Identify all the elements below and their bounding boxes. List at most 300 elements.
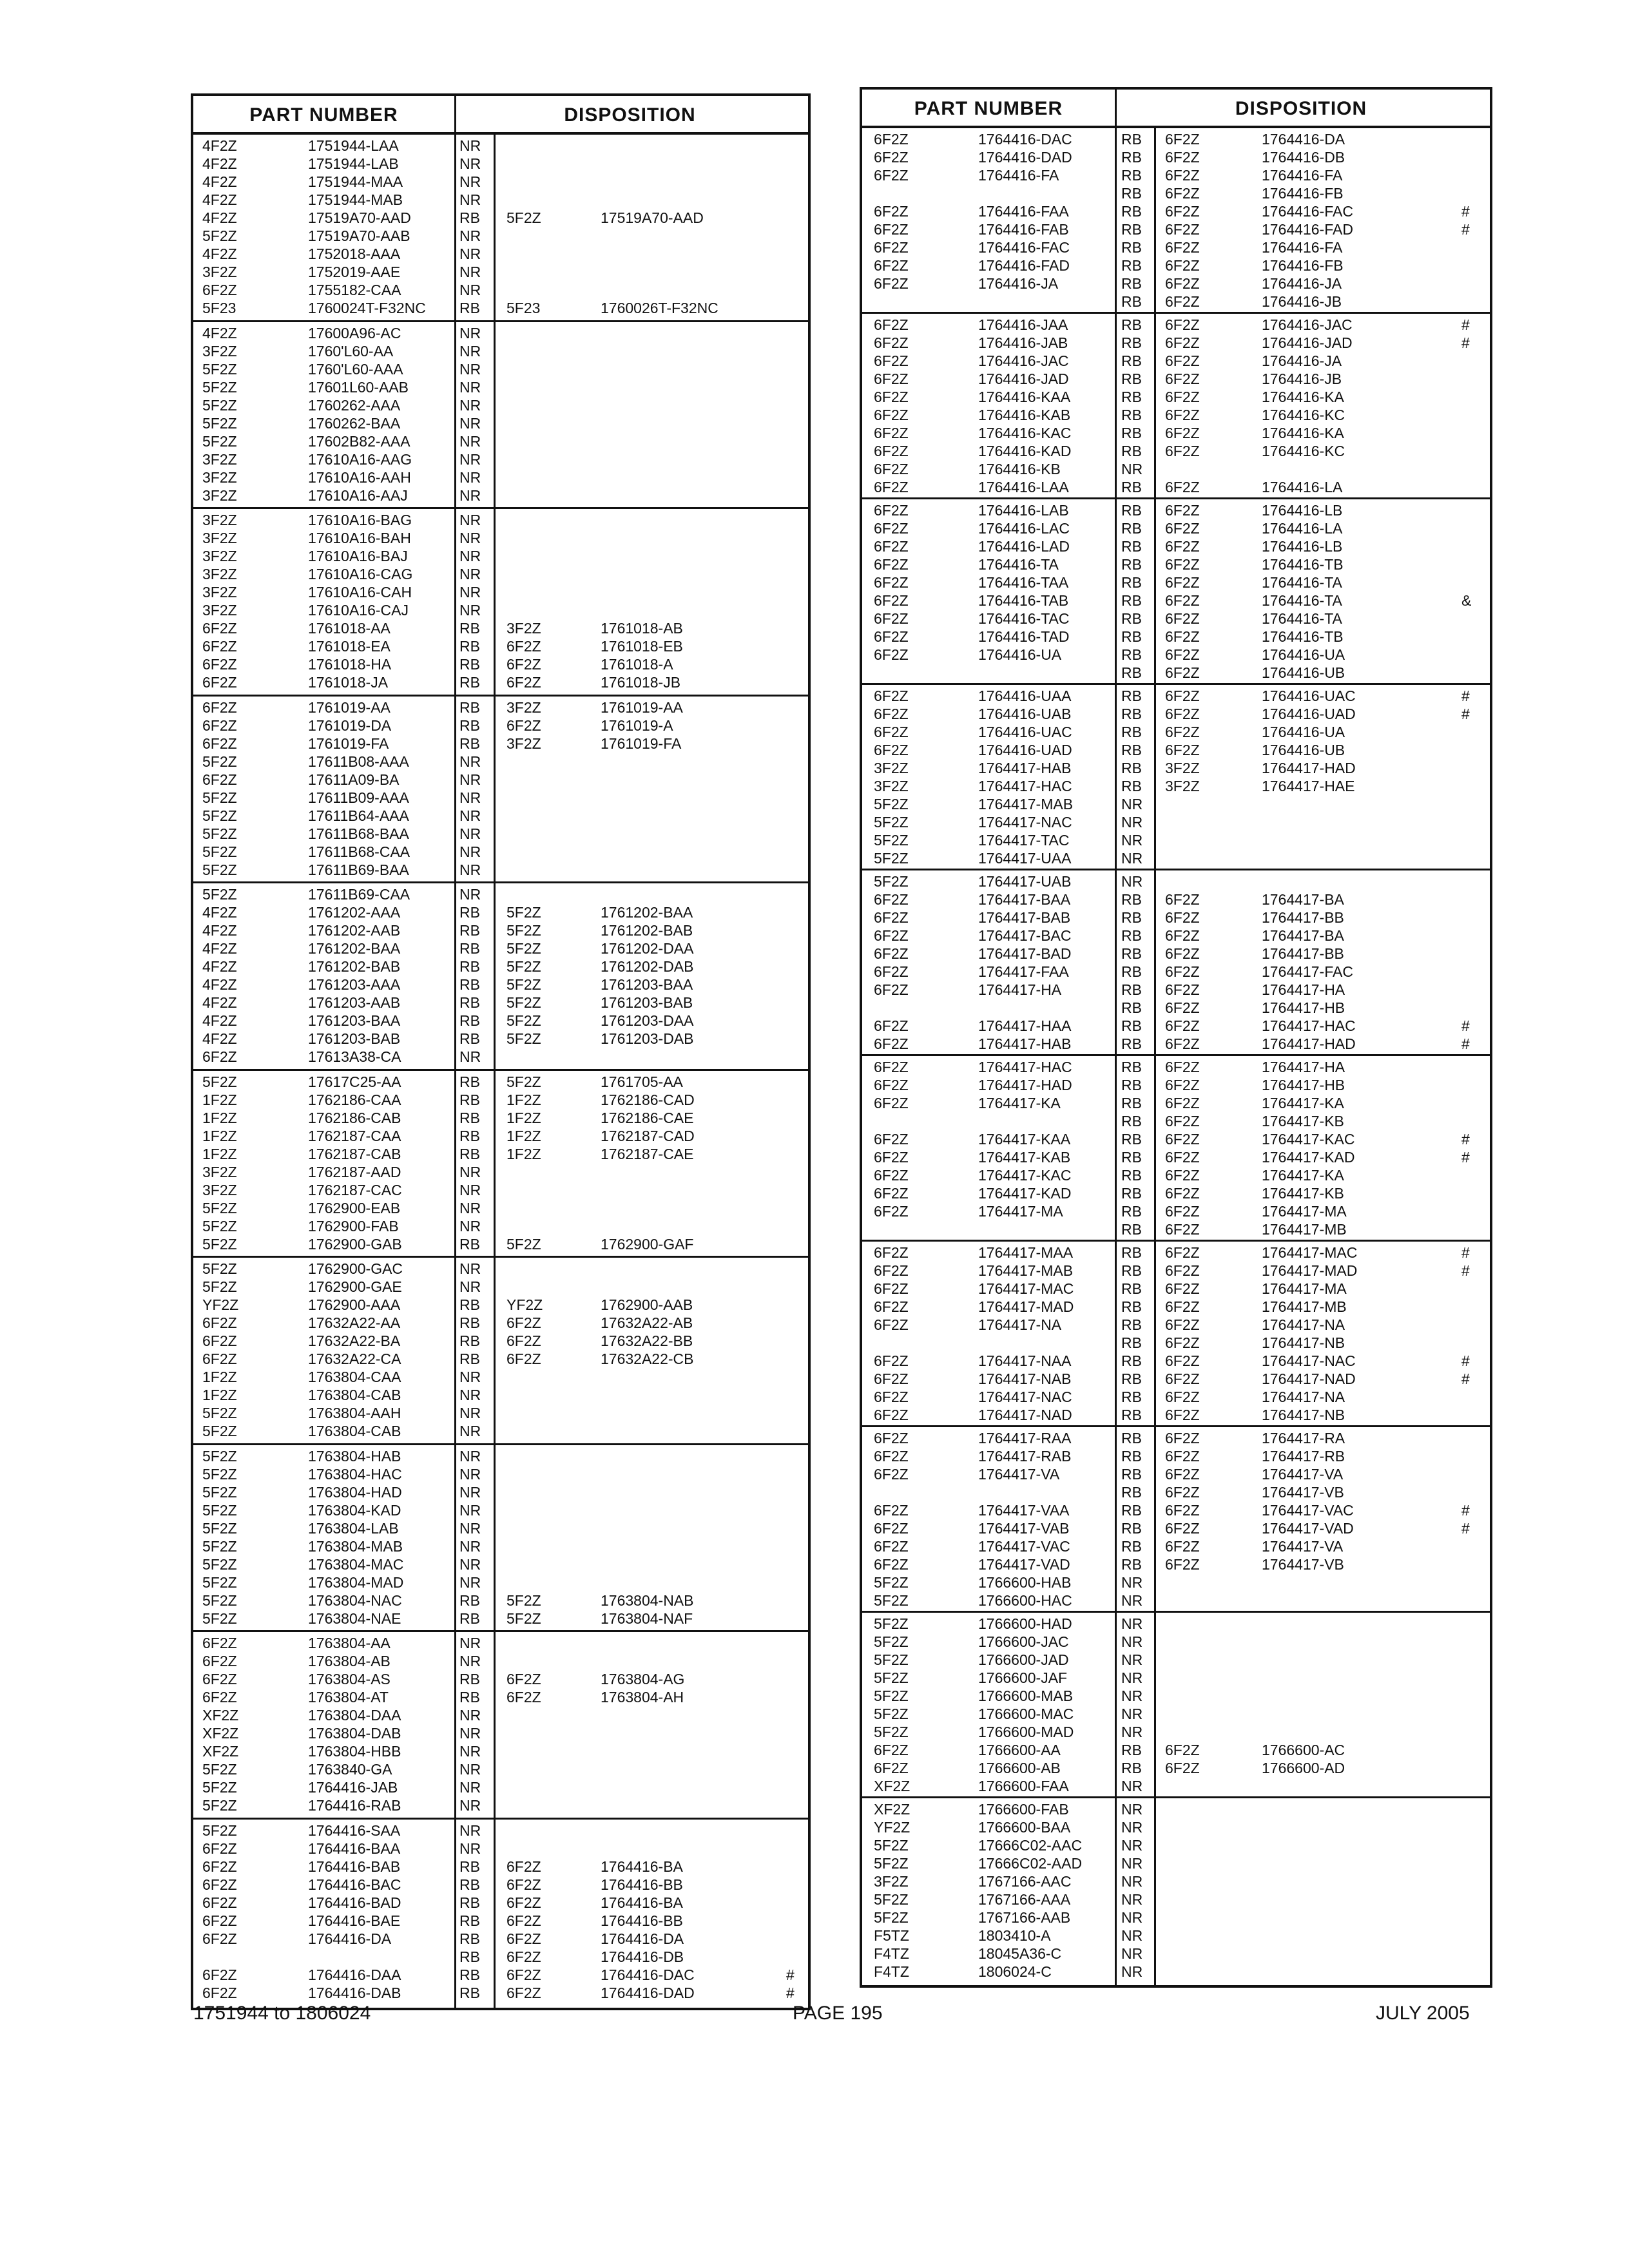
new-part-number: 1764417-BA [1262, 891, 1344, 908]
new-part-number: 1761203-DAB [601, 1030, 694, 1047]
part-number: 1755182-CAA [308, 282, 401, 298]
disposition-heading: DISPOSITION [1235, 98, 1367, 119]
part-number: 1763804-MAD [308, 1573, 404, 1591]
new-prefix: 6F2Z [1165, 275, 1200, 292]
part-number: 17666C02-AAC [978, 1837, 1083, 1854]
part-number: 1764417-HAC [978, 778, 1072, 794]
note-mark: # [786, 1984, 795, 2001]
table-row [862, 1800, 1490, 1818]
prefix: 5F2Z [202, 807, 237, 824]
new-prefix: 6F2Z [506, 1332, 541, 1349]
new-prefix: 6F2Z [1165, 370, 1200, 387]
disposition-code: NR [459, 450, 481, 468]
part-number: 1763804-AA [308, 1635, 390, 1651]
disposition-code: NR [459, 1707, 481, 1724]
table-row [862, 1741, 1490, 1759]
part-number: 17611B68-BAA [308, 825, 409, 842]
part-number: 1764416-UAD [978, 742, 1072, 758]
new-part-number: 1761019-A [601, 716, 673, 734]
new-part-number: 1764416-BB [601, 1876, 683, 1893]
part-number: 17611B68-CAA [308, 843, 410, 860]
part-number: 1751944-MAA [308, 173, 403, 190]
prefix: 6F2Z [874, 1430, 909, 1446]
note-mark: # [1461, 1017, 1470, 1034]
row-group [862, 685, 1490, 870]
table-row [862, 1519, 1490, 1537]
part-number: 1764416-JA [978, 275, 1059, 292]
prefix: 6F2Z [874, 1520, 909, 1537]
disposition-code: RB [1121, 1316, 1142, 1333]
disposition-code: RB [459, 994, 480, 1011]
new-prefix: 6F2Z [1165, 1407, 1200, 1423]
part-number: 1763804-AB [308, 1653, 390, 1669]
new-prefix: 3F2Z [1165, 760, 1200, 776]
table-row [193, 1688, 808, 1706]
note-mark: # [1461, 687, 1470, 704]
part-number: 1764417-HA [978, 981, 1062, 998]
part-number: 1764417-VAC [978, 1538, 1070, 1555]
prefix: 6F2Z [874, 131, 909, 148]
prefix: 6F2Z [874, 1203, 909, 1220]
table-row [862, 1352, 1490, 1370]
prefix: 6F2Z [202, 1984, 237, 2001]
disposition-code: RB [1121, 1203, 1142, 1220]
disposition-code: RB [1121, 538, 1142, 555]
new-prefix: 6F2Z [506, 1876, 541, 1893]
table-row [193, 1127, 808, 1145]
part-number: 1761019-AA [308, 698, 390, 716]
part-number: 17602B82-AAA [308, 432, 410, 450]
table-row [193, 1483, 808, 1501]
disposition-code: RB [1121, 1389, 1142, 1405]
table-row [193, 245, 808, 263]
table-row [862, 1058, 1490, 1076]
row-group [193, 1258, 808, 1445]
disposition-code: RB [1121, 1167, 1142, 1184]
part-number: 1766600-MAC [978, 1706, 1074, 1722]
new-part-number: 1764417-HAE [1262, 778, 1355, 794]
table-row [193, 939, 808, 957]
disposition-code: NR [1121, 814, 1143, 831]
part-number: 1751944-LAA [308, 137, 399, 154]
table-row [193, 450, 808, 468]
part-number: 1764416-TA [978, 556, 1059, 573]
prefix: 5F2Z [202, 1591, 237, 1609]
disposition-code: NR [1121, 796, 1143, 812]
disposition-code: RB [1121, 1520, 1142, 1537]
prefix: 6F2Z [874, 352, 909, 369]
table-row [862, 1501, 1490, 1519]
prefix: 6F2Z [874, 167, 909, 184]
part-number: 1764416-TAB [978, 592, 1069, 609]
part-number: 1761202-BAB [308, 958, 401, 975]
disposition-code: RB [1121, 334, 1142, 351]
disposition-code: NR [1121, 461, 1143, 477]
table-row [193, 281, 808, 299]
new-prefix: 3F2Z [506, 620, 541, 637]
new-part-number: 1764417-HAD [1262, 760, 1356, 776]
prefix: 6F2Z [202, 638, 237, 655]
table-row [193, 861, 808, 879]
part-number: 1764417-NAC [978, 1389, 1072, 1405]
new-part-number: 1764417-BB [1262, 909, 1344, 926]
prefix: 5F2Z [202, 1761, 237, 1778]
new-prefix: 6F2Z [1165, 1538, 1200, 1555]
part-number: 1764416-JAA [978, 316, 1068, 333]
disposition-code: NR [1121, 1651, 1143, 1668]
prefix: 5F2Z [874, 1615, 909, 1632]
disposition-code: RB [459, 620, 480, 637]
prefix: 6F2Z [874, 538, 909, 555]
note-mark: # [1461, 1149, 1470, 1166]
new-prefix: 5F2Z [506, 922, 541, 939]
table-row [862, 1094, 1490, 1112]
table-row [193, 486, 808, 505]
part-number: 1764416-KAA [978, 389, 1071, 405]
note-mark: # [1461, 1502, 1470, 1519]
prefix: 6F2Z [202, 735, 237, 752]
table-row [193, 1519, 808, 1537]
prefix: 6F2Z [874, 574, 909, 591]
prefix: 5F2Z [874, 1669, 909, 1686]
new-prefix: 6F2Z [1165, 1221, 1200, 1238]
disposition-code: RB [1121, 1280, 1142, 1297]
new-prefix: 6F2Z [1165, 1520, 1200, 1537]
table-row [862, 1035, 1490, 1053]
new-prefix: 5F23 [506, 300, 541, 316]
new-prefix: 6F2Z [506, 1689, 541, 1706]
new-part-number: 1761018-EB [601, 638, 683, 655]
new-prefix: 6F2Z [1165, 592, 1200, 609]
new-part-number: 1766600-AC [1262, 1742, 1345, 1758]
part-number: 17600A96-AC [308, 324, 401, 341]
prefix: 6F2Z [874, 425, 909, 441]
new-prefix: 6F2Z [1165, 1244, 1200, 1261]
part-number: 1764417-BAA [978, 891, 1071, 908]
new-part-number: 1764416-JAD [1262, 334, 1353, 351]
part-number: 1764416-TAC [978, 610, 1070, 627]
disposition-code: NR [459, 1635, 481, 1651]
prefix: 5F2Z [874, 1855, 909, 1872]
new-prefix: 6F2Z [1165, 1466, 1200, 1483]
part-number: 1763804-HAD [308, 1483, 402, 1501]
table-row [193, 753, 808, 771]
disposition-code: NR [1121, 1927, 1143, 1944]
prefix: 6F2Z [874, 221, 909, 238]
disposition-code: RB [1121, 1556, 1142, 1573]
prefix: 5F2Z [874, 1891, 909, 1908]
new-prefix: 6F2Z [1165, 293, 1200, 310]
prefix: 5F2Z [202, 789, 237, 806]
left-table-body [193, 135, 808, 2008]
prefix: 6F2Z [874, 556, 909, 573]
prefix: 5F2Z [202, 1447, 237, 1465]
part-number: 1752018-AAA [308, 245, 401, 262]
disposition-code: RB [1121, 592, 1142, 609]
disposition-code: NR [459, 1779, 481, 1796]
prefix: 5F2Z [202, 1555, 237, 1573]
part-number: 1762186-CAB [308, 1109, 401, 1126]
new-part-number: 1762186-CAE [601, 1109, 694, 1126]
disposition-code: RB [1121, 239, 1142, 256]
prefix: 3F2Z [202, 342, 237, 360]
table-row [862, 705, 1490, 723]
disposition-code: RB [459, 209, 480, 226]
note-mark: # [1461, 1352, 1470, 1369]
prefix: 6F2Z [874, 149, 909, 166]
disposition-code: RB [1121, 1095, 1142, 1111]
disposition-code: RB [459, 1296, 480, 1313]
part-number-heading: PART NUMBER [249, 104, 398, 126]
disposition-code: RB [459, 1109, 480, 1126]
table-row [193, 698, 808, 716]
prefix: 6F2Z [874, 1262, 909, 1279]
part-number: 17613A38-CA [308, 1048, 401, 1065]
prefix: 5F2Z [874, 873, 909, 890]
part-number: 17611B69-BAA [308, 861, 409, 878]
table-row [862, 890, 1490, 908]
new-prefix: 6F2Z [1165, 502, 1200, 519]
row-group [862, 1056, 1490, 1242]
new-prefix: 6F2Z [1165, 556, 1200, 573]
table-row [862, 591, 1490, 610]
table-row [193, 1930, 808, 1948]
new-part-number: 1761202-BAA [601, 904, 693, 921]
table-row [862, 1945, 1490, 1963]
table-row [862, 1705, 1490, 1723]
disposition-code: NR [459, 1573, 481, 1591]
table-row [862, 184, 1490, 202]
new-prefix: 1F2Z [506, 1145, 541, 1162]
disposition-code: NR [459, 1387, 481, 1403]
part-number: 1764417-KAB [978, 1149, 1071, 1166]
disposition-code: NR [459, 771, 481, 788]
prefix: 5F2Z [874, 1633, 909, 1650]
prefix: 6F2Z [874, 1280, 909, 1297]
disposition-code: NR [459, 191, 481, 208]
prefix: 6F2Z [202, 1653, 237, 1669]
prefix: 4F2Z [202, 976, 237, 993]
part-number: 1764417-MAC [978, 1280, 1074, 1297]
part-number: 1764416-LAD [978, 538, 1070, 555]
disposition-code: NR [459, 1217, 481, 1235]
table-row [193, 1537, 808, 1555]
prefix: 5F2Z [874, 796, 909, 812]
table-row [862, 1112, 1490, 1130]
new-part-number: 1761019-AA [601, 698, 683, 716]
table-row [862, 220, 1490, 238]
part-number: 1764417-MAB [978, 796, 1074, 812]
table-row [193, 1350, 808, 1368]
part-number: 1766600-HAD [978, 1615, 1072, 1632]
part-number: 1761202-BAA [308, 940, 401, 957]
prefix: 6F2Z [874, 1556, 909, 1573]
table-row [193, 1145, 808, 1163]
new-part-number: 1764417-HA [1262, 1059, 1345, 1075]
disposition-code: NR [459, 486, 481, 504]
part-number: 1766600-JAC [978, 1633, 1069, 1650]
disposition-code: RB [1121, 610, 1142, 627]
new-part-number: 1763804-NAF [601, 1610, 693, 1627]
part-number: 1764416-JAD [978, 370, 1069, 387]
prefix: 6F2Z [874, 479, 909, 495]
new-prefix: 6F2Z [506, 1858, 541, 1875]
part-number: 17610A16-AAJ [308, 486, 408, 504]
disposition-code: RB [459, 716, 480, 734]
disposition-code: RB [1121, 1077, 1142, 1093]
table-row [862, 999, 1490, 1017]
prefix: 6F2Z [874, 1448, 909, 1465]
prefix: 6F2Z [874, 742, 909, 758]
new-part-number: 1764417-KB [1262, 1185, 1344, 1202]
prefix: 6F2Z [874, 1389, 909, 1405]
prefix: 6F2Z [874, 1502, 909, 1519]
part-number: 17611B09-AAA [308, 789, 409, 806]
new-part-number: 1764417-VA [1262, 1466, 1344, 1483]
disposition-code: RB [1121, 1430, 1142, 1446]
prefix: 5F2Z [202, 1235, 237, 1253]
disposition-code: RB [459, 1689, 480, 1706]
prefix: 6F2Z [874, 275, 909, 292]
prefix: 5F2Z [874, 1837, 909, 1854]
new-part-number: 1764416-JAC [1262, 316, 1353, 333]
new-prefix: 6F2Z [1165, 891, 1200, 908]
prefix: 5F2Z [202, 1199, 237, 1216]
disposition-code: NR [459, 245, 481, 262]
prefix: 6F2Z [874, 1316, 909, 1333]
disposition-code: RB [459, 1145, 480, 1162]
disposition-code: NR [459, 1743, 481, 1760]
part-number: 1766600-HAB [978, 1574, 1072, 1591]
table-row [862, 334, 1490, 352]
new-prefix: 6F2Z [1165, 1389, 1200, 1405]
prefix: 6F2Z [202, 716, 237, 734]
row-group [193, 697, 808, 884]
new-prefix: 6F2Z [1165, 1430, 1200, 1446]
disposition-code: RB [1121, 574, 1142, 591]
prefix: 6F2Z [874, 1538, 909, 1555]
part-number: 1763804-AAH [308, 1405, 401, 1421]
disposition-code: RB [459, 1030, 480, 1047]
part-number: 1760024T-F32NC [308, 300, 426, 316]
table-row [862, 1406, 1490, 1424]
prefix: 6F2Z [874, 891, 909, 908]
prefix: 6F2Z [202, 1930, 237, 1947]
table-row [862, 1298, 1490, 1316]
part-number: 1761018-JA [308, 674, 389, 691]
part-number: 1767166-AAB [978, 1909, 1071, 1926]
table-row [193, 1634, 808, 1652]
part-number: 17601L60-AAB [308, 378, 409, 396]
prefix: 5F2Z [202, 1423, 237, 1439]
prefix: 5F2Z [202, 1405, 237, 1421]
table-row [193, 1894, 808, 1912]
part-number: 1762187-AAD [308, 1163, 401, 1180]
part-number: 1764417-HAB [978, 760, 1072, 776]
disposition-code: NR [1121, 1819, 1143, 1836]
table-row [193, 885, 808, 903]
table-row [193, 173, 808, 191]
part-number: 1761019-DA [308, 716, 392, 734]
disposition-code: RB [1121, 706, 1142, 722]
new-prefix: 6F2Z [506, 1314, 541, 1331]
row-group [193, 322, 808, 510]
part-number: 1764416-UAC [978, 724, 1072, 740]
new-part-number: 1764416-UA [1262, 724, 1345, 740]
new-prefix: 6F2Z [1165, 334, 1200, 351]
table-row [862, 646, 1490, 664]
new-part-number: 1764416-DA [1262, 131, 1345, 148]
prefix: 6F2Z [874, 945, 909, 962]
new-part-number: 1764416-LB [1262, 538, 1343, 555]
prefix: 4F2Z [202, 245, 237, 262]
prefix: 6F2Z [874, 1059, 909, 1075]
table-row [193, 1670, 808, 1688]
new-prefix: 6F2Z [1165, 1059, 1200, 1075]
table-row [193, 209, 808, 227]
part-number: 1766600-FAA [978, 1778, 1069, 1794]
new-prefix: 6F2Z [506, 1350, 541, 1367]
prefix: 6F2Z [874, 981, 909, 998]
disposition-code: RB [1121, 316, 1142, 333]
disposition-code: RB [1121, 1017, 1142, 1034]
part-number: 1766600-AB [978, 1760, 1061, 1776]
prefix: 5F2Z [202, 227, 237, 244]
table-row [862, 256, 1490, 274]
new-part-number: 1761202-DAB [601, 958, 694, 975]
prefix: 6F2Z [874, 1095, 909, 1111]
prefix: 5F2Z [874, 814, 909, 831]
prefix: 6F2Z [874, 1407, 909, 1423]
new-part-number: 1761203-BAB [601, 994, 693, 1011]
table-row [862, 981, 1490, 999]
new-prefix: 6F2Z [506, 656, 541, 673]
new-prefix: YF2Z [506, 1296, 543, 1313]
disposition-code: RB [1121, 1113, 1142, 1129]
disposition-code: NR [459, 886, 481, 903]
new-part-number: 1764417-VB [1262, 1484, 1344, 1501]
prefix: 6F2Z [874, 724, 909, 740]
prefix: 6F2Z [202, 1894, 237, 1911]
table-row [862, 664, 1490, 682]
prefix: 6F2Z [202, 1840, 237, 1857]
part-number: 1762900-AAA [308, 1296, 401, 1313]
table-row [862, 1633, 1490, 1651]
prefix: F4TZ [874, 1945, 909, 1962]
disposition-code: RB [1121, 1149, 1142, 1166]
table-row [862, 872, 1490, 890]
disposition-code: NR [459, 1519, 481, 1537]
new-prefix: 3F2Z [506, 698, 541, 716]
table-row [193, 673, 808, 691]
new-prefix: 6F2Z [1165, 407, 1200, 423]
part-number: 17611A09-BA [308, 771, 400, 788]
disposition-code: RB [1121, 1185, 1142, 1202]
part-number: 1763804-AS [308, 1671, 390, 1687]
table-row [862, 1202, 1490, 1220]
prefix: XF2Z [202, 1725, 239, 1742]
prefix: 6F2Z [202, 771, 237, 788]
part-number: 1764417-TAC [978, 832, 1070, 849]
part-number: 1764416-LAB [978, 502, 1069, 519]
new-part-number: 1764416-JB [1262, 370, 1342, 387]
prefix: 6F2Z [202, 1912, 237, 1929]
part-number: 17610A16-CAJ [308, 602, 409, 619]
part-number: 1764417-MAA [978, 1244, 1074, 1261]
table-row [862, 795, 1490, 813]
part-number: 1763804-CAA [308, 1369, 401, 1385]
disposition-code: NR [459, 1423, 481, 1439]
